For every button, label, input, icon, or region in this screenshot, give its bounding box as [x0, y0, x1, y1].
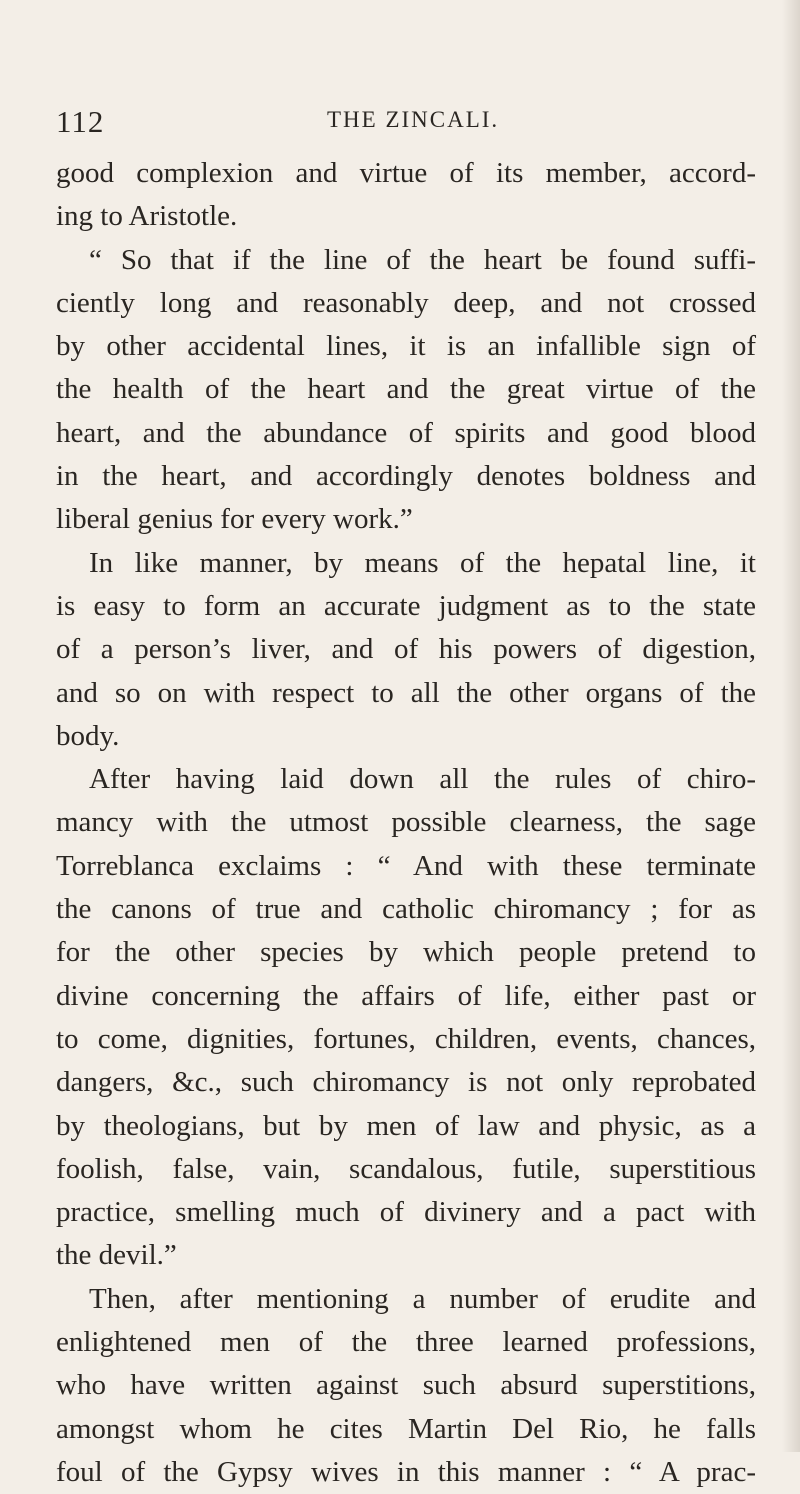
text-line: mancy with the utmost possible clearness, the sage — [56, 806, 756, 839]
body-text — [56, 152, 756, 1494]
text-line: practice, smelling much of divinery and a pact with — [56, 1196, 756, 1229]
text-line: of a person’s liver, and of his powers of digestion, — [56, 633, 756, 666]
text-line: enlightened men of the three learned professions, — [56, 1326, 756, 1359]
text-line: who have written against such absurd superstitions, — [56, 1369, 756, 1402]
text-line: in the heart, and accordingly denotes boldness and — [56, 460, 756, 493]
text-line: good complexion and virtue of its member, accord- — [56, 157, 756, 189]
text-line: amongst whom he cites Martin Del Rio, he falls — [56, 1412, 756, 1445]
text-line: for the other species by which people pretend to — [56, 936, 756, 969]
text-line: the canons of true and catholic chiromancy ; for as — [56, 893, 756, 926]
text-line: divine concerning the affairs of life, either past or — [56, 979, 756, 1012]
text-line: dangers, &c., such chiromancy is not only reprobated — [56, 1066, 756, 1099]
text-line: After having laid down all the rules of chiro- — [89, 763, 756, 796]
text-line: Then, after mentioning a number of erudite and — [89, 1282, 756, 1315]
text-line: Torreblanca exclaims : “ And with these terminate — [56, 849, 756, 882]
text-line: “ So that if the line of the heart be found suffi- — [89, 243, 756, 276]
text-line: to come, dignities, fortunes, children, events, chances, — [56, 1022, 756, 1055]
text-line: by other accidental lines, it is an infallible sign of — [56, 330, 756, 363]
text-line: the devil.” — [56, 1239, 177, 1272]
page-number: 112 — [56, 104, 105, 139]
text-line: foolish, false, vain, scandalous, futile, superstitious — [56, 1152, 756, 1185]
text-line: liberal genius for every work.” — [56, 503, 413, 536]
text-line: the health of the heart and the great virtue of the — [56, 373, 756, 406]
text-line: heart, and the abundance of spirits and good blood — [56, 416, 756, 449]
text-line: is easy to form an accurate judgment as to the state — [56, 589, 756, 622]
text-line: foul of the Gypsy wives in this manner : “ A prac- — [56, 1455, 756, 1488]
text-line: ciently long and reasonably deep, and not crossed — [56, 286, 756, 319]
text-line: body. — [56, 719, 120, 752]
text-line: and so on with respect to all the other organs of the — [56, 676, 756, 709]
text-line: ing to Aristotle. — [56, 200, 238, 233]
text-line: In like manner, by means of the hepatal line, it — [89, 546, 756, 579]
page-edge-shadow — [782, 0, 800, 1452]
text-line: by theologians, but by men of law and physic, as a — [56, 1109, 756, 1142]
running-head: THE ZINCALI. — [327, 107, 500, 132]
